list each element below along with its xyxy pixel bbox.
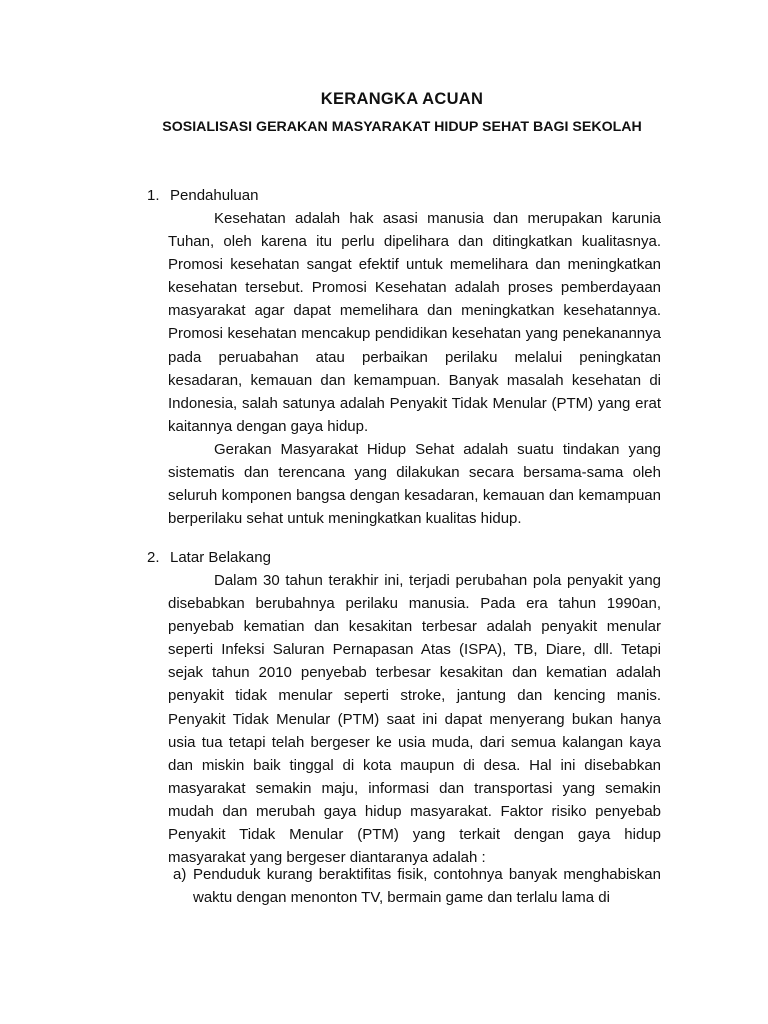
- section-body: [168, 569, 661, 869]
- section-heading: [147, 184, 258, 207]
- document-title: KERANGKA ACUAN: [320, 90, 484, 108]
- list-marker: a): [173, 866, 187, 883]
- list-item: [168, 863, 661, 909]
- paragraph: Kesehatan adalah hak asasi manusia dan merupakan karunia Tuhan, oleh karena itu perlu dipelihara dan ditingkatkan kualitasnya. Promosi kesehatan sangat efektif untuk memelihara dan meningkatkan kesehatan tersebut. Promosi Kesehatan adalah proses pemberdayaan masyarakat agar dapat memelihara dan meningkatkan kesehatannya. Promosi kesehatan mencakup pendidikan kesehatan yang penekanannya pada peruabahan atau perbaikan perilaku melalui peningkatan kesadaran, kemauan dan kemampuan. Banyak masalah kesehatan di Indonesia, salah satunya adalah Penyakit Tidak Menular (PTM) yang erat kaitannya dengan gaya hidup.: [168, 210, 661, 435]
- section-heading: [147, 546, 271, 569]
- section-title: Pendahuluan: [170, 187, 259, 204]
- paragraph: Gerakan Masyarakat Hidup Sehat adalah suatu tindakan yang sistematis dan terencana yang dilakukan secara bersama-sama oleh seluruh komponen bangsa dengan kesadaran, kemauan dan kemampuan berperilaku sehat untuk meningkatkan kualitas hidup.: [168, 440, 661, 528]
- section-number: 1.: [147, 187, 160, 204]
- list-item-text: Penduduk kurang beraktifitas fisik, contohnya banyak menghabiskan waktu dengan menonton TV, bermain game dan terlalu lama di: [193, 866, 661, 907]
- section-title: Latar Belakang: [170, 549, 271, 566]
- document-subtitle: SOSIALISASI GERAKAN MASYARAKAT HIDUP SEHAT BAGI SEKOLAH: [162, 119, 642, 135]
- risk-factor-list: [168, 863, 661, 909]
- section-body: [168, 207, 661, 530]
- paragraph: Dalam 30 tahun terakhir ini, terjadi perubahan pola penyakit yang disebabkan berubahnya perilaku manusia. Pada era tahun 1990an, penyebab kematian dan kesakitan terbesar adalah penyakit menular seperti Infeksi Saluran Pernapasan Atas (ISPA), TB, Diare, dll. Tetapi sejak tahun 2010 penyebab terbesar kesakitan dan kematian adalah penyakit tidak menular seperti stroke, jantung dan kencing manis. Penyakit Tidak Menular (PTM) saat ini dapat menyerang bukan hanya usia tua tetapi telah bergeser ke usia muda, dari semua kalangan kaya dan miskin baik tinggal di kota maupun di desa. Hal ini disebabkan masyarakat semakin maju, informasi dan transportasi yang semakin mudah dan merubah gaya hidup masyarakat. Faktor risiko penyebab Penyakit Tidak Menular (PTM) yang terkait dengan gaya hidup masyarakat yang bergeser diantaranya adalah :: [168, 572, 661, 867]
- section-number: 2.: [147, 549, 160, 566]
